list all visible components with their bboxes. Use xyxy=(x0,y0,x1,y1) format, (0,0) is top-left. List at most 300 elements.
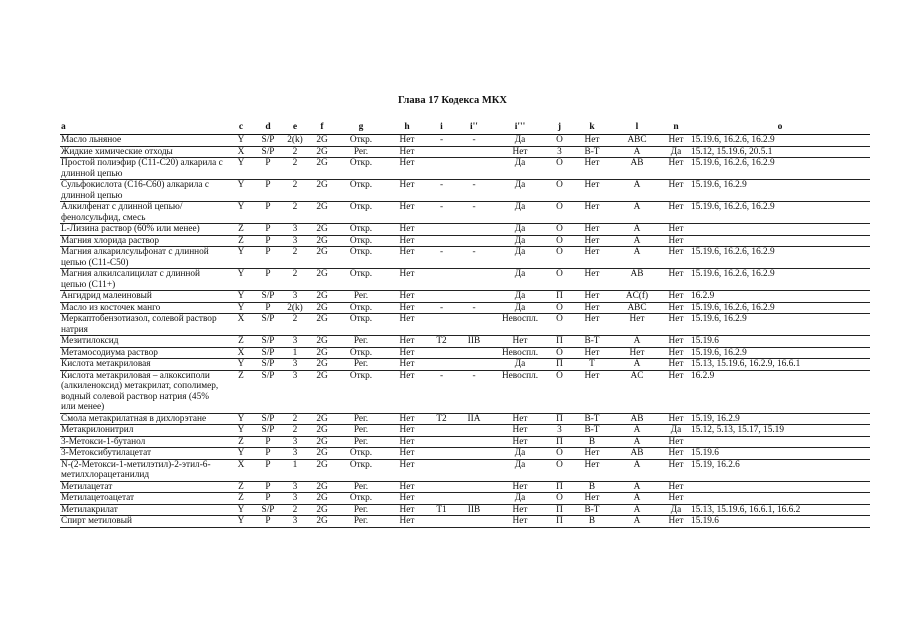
cell-g: Откр. xyxy=(336,370,386,413)
cell-i xyxy=(428,146,455,158)
cell-k: Нет xyxy=(572,459,612,481)
cell-o: 15.19.6, 16.2.6, 16.2.9 xyxy=(690,135,870,147)
cell-c: Y xyxy=(228,158,254,180)
cell-i: - xyxy=(428,247,455,269)
cell-o: 15.19.6, 16.2.9 xyxy=(690,314,870,336)
cell-i3: Нет xyxy=(493,146,547,158)
cell-i3: Невоспл. xyxy=(493,370,547,413)
cell-h: Нет xyxy=(386,459,428,481)
cell-j: П xyxy=(547,336,572,348)
table-row xyxy=(60,425,870,437)
cell-d: P xyxy=(254,459,282,481)
cell-e: 2 xyxy=(282,202,308,224)
cell-c: Z xyxy=(228,224,254,236)
cell-c: Y xyxy=(228,180,254,202)
cell-c: Z xyxy=(228,336,254,348)
cell-f: 2G xyxy=(308,202,336,224)
cell-f: 2G xyxy=(308,336,336,348)
cell-n: Нет xyxy=(662,493,690,505)
cell-e: 2 xyxy=(282,413,308,425)
column-header-f: f xyxy=(308,115,336,135)
column-header-g: g xyxy=(336,115,386,135)
cell-k: Нет xyxy=(572,291,612,303)
cell-k: Нет xyxy=(572,370,612,413)
cell-k: B xyxy=(572,516,612,528)
table-row xyxy=(60,413,870,425)
table-row xyxy=(60,493,870,505)
cell-g: Рег. xyxy=(336,291,386,303)
table-row xyxy=(60,235,870,247)
cell-i3: Да xyxy=(493,135,547,147)
cell-k: Нет xyxy=(572,224,612,236)
cell-k: Нет xyxy=(572,302,612,314)
cell-f: 2G xyxy=(308,481,336,493)
cell-n: Нет xyxy=(662,448,690,460)
cell-c: Y xyxy=(228,269,254,291)
product-name-cell: Масло из косточек манго xyxy=(60,302,228,314)
cell-f: 2G xyxy=(308,448,336,460)
cell-f: 2G xyxy=(308,224,336,236)
cell-n: Нет xyxy=(662,235,690,247)
cell-k: Нет xyxy=(572,448,612,460)
table-row xyxy=(60,158,870,180)
cell-i3: Нет xyxy=(493,413,547,425)
cell-f: 2G xyxy=(308,436,336,448)
cell-d: P xyxy=(254,224,282,236)
cell-i xyxy=(428,291,455,303)
cell-k: В-Т xyxy=(572,336,612,348)
cell-i xyxy=(428,448,455,460)
cell-i xyxy=(428,425,455,437)
cell-n: Да xyxy=(662,425,690,437)
cell-k: Нет xyxy=(572,347,612,359)
cell-h: Нет xyxy=(386,247,428,269)
cell-d: P xyxy=(254,158,282,180)
cell-h: Нет xyxy=(386,235,428,247)
cell-n: Нет xyxy=(662,269,690,291)
cell-e: 2 xyxy=(282,146,308,158)
cell-l: A xyxy=(612,504,662,516)
cell-o xyxy=(690,493,870,505)
cell-i2: - xyxy=(455,370,493,413)
cell-g: Откр. xyxy=(336,302,386,314)
cell-k: Нет xyxy=(572,235,612,247)
cell-l: A xyxy=(612,516,662,528)
cell-i3: Да xyxy=(493,158,547,180)
cell-j: O xyxy=(547,247,572,269)
cell-g: Рег. xyxy=(336,516,386,528)
cell-f: 2G xyxy=(308,459,336,481)
cell-d: S/P xyxy=(254,135,282,147)
cell-d: S/P xyxy=(254,314,282,336)
cell-c: Z xyxy=(228,493,254,505)
cell-i3: Да xyxy=(493,448,547,460)
cell-j: O xyxy=(547,302,572,314)
cell-i2: - xyxy=(455,302,493,314)
column-header-c: c xyxy=(228,115,254,135)
cell-d: P xyxy=(254,448,282,460)
cell-f: 2G xyxy=(308,247,336,269)
cell-d: S/P xyxy=(254,504,282,516)
cell-n: Нет xyxy=(662,158,690,180)
table-row xyxy=(60,247,870,269)
cell-h: Нет xyxy=(386,436,428,448)
product-name-cell: Масло льняное xyxy=(60,135,228,147)
cell-o: 15.19, 16.2.9 xyxy=(690,413,870,425)
product-name-cell: Магния хлорида раствор xyxy=(60,235,228,247)
cell-o: 15.19.6, 16.2.6, 16.2.9 xyxy=(690,202,870,224)
cell-h: Нет xyxy=(386,493,428,505)
cell-i2 xyxy=(455,425,493,437)
cell-e: 2(k) xyxy=(282,135,308,147)
cell-i2: - xyxy=(455,247,493,269)
cell-l: ABC xyxy=(612,135,662,147)
cell-l: AB xyxy=(612,448,662,460)
cell-o xyxy=(690,481,870,493)
table-body xyxy=(60,135,870,528)
cell-i2: IIA xyxy=(455,413,493,425)
cell-h: Нет xyxy=(386,370,428,413)
cell-i xyxy=(428,516,455,528)
cell-o: 15.12, 5.13, 15.17, 15.19 xyxy=(690,425,870,437)
cell-i3: Нет xyxy=(493,425,547,437)
cell-i xyxy=(428,493,455,505)
cell-e: 2 xyxy=(282,269,308,291)
cell-c: Y xyxy=(228,516,254,528)
cell-c: Y xyxy=(228,504,254,516)
cell-j: O xyxy=(547,448,572,460)
cell-h: Нет xyxy=(386,180,428,202)
cell-f: 2G xyxy=(308,302,336,314)
cell-f: 2G xyxy=(308,180,336,202)
cell-o: 15.13, 15.19.6, 16.2.9, 16.6.1 xyxy=(690,359,870,371)
cell-f: 2G xyxy=(308,359,336,371)
cell-i2 xyxy=(455,347,493,359)
cell-j: O xyxy=(547,135,572,147)
cell-h: Нет xyxy=(386,481,428,493)
cell-n: Нет xyxy=(662,359,690,371)
product-name-cell: Простой полиэфир (C11-C20) алкарила с длинной цепью xyxy=(60,158,228,180)
cell-e: 2 xyxy=(282,425,308,437)
cell-d: S/P xyxy=(254,425,282,437)
table-row xyxy=(60,314,870,336)
cell-i3: Нет xyxy=(493,436,547,448)
cell-c: Y xyxy=(228,302,254,314)
cell-o: 15.19.6, 16.2.6, 16.2.9 xyxy=(690,158,870,180)
cell-g: Откр. xyxy=(336,158,386,180)
cell-o: 15.19, 16.2.6 xyxy=(690,459,870,481)
cell-o: 15.19.6 xyxy=(690,448,870,460)
cell-h: Нет xyxy=(386,135,428,147)
cell-f: 2G xyxy=(308,235,336,247)
cell-d: P xyxy=(254,436,282,448)
cell-i xyxy=(428,269,455,291)
cell-f: 2G xyxy=(308,347,336,359)
cell-d: P xyxy=(254,302,282,314)
cell-d: S/P xyxy=(254,146,282,158)
product-name-cell: N-(2-Метокси-1-метилэтил)-2-этил-6-метилхлорацетанилид xyxy=(60,459,228,481)
product-name-cell: Сульфокислота (C16-C60) алкарила с длинной цепью xyxy=(60,180,228,202)
cell-j: П xyxy=(547,359,572,371)
column-header-i2: i'' xyxy=(455,115,493,135)
cell-f: 2G xyxy=(308,504,336,516)
cell-j: П xyxy=(547,481,572,493)
cell-n: Нет xyxy=(662,135,690,147)
cell-n: Да xyxy=(662,504,690,516)
cell-i: - xyxy=(428,302,455,314)
cell-l: A xyxy=(612,481,662,493)
table-row xyxy=(60,269,870,291)
cell-c: X xyxy=(228,146,254,158)
cell-e: 2 xyxy=(282,314,308,336)
cell-h: Нет xyxy=(386,448,428,460)
cell-n: Нет xyxy=(662,413,690,425)
table-header-row xyxy=(60,115,870,135)
cell-i2: IIB xyxy=(455,504,493,516)
cell-k: В-Т xyxy=(572,425,612,437)
cell-g: Откр. xyxy=(336,247,386,269)
cell-o: 15.19.6 xyxy=(690,336,870,348)
table-row xyxy=(60,336,870,348)
cell-n: Нет xyxy=(662,180,690,202)
page-title: Глава 17 Кодекса МКХ xyxy=(398,95,507,106)
table-row xyxy=(60,202,870,224)
cell-j: П xyxy=(547,436,572,448)
cell-h: Нет xyxy=(386,302,428,314)
product-name-cell: L-Лизина раствор (60% или менее) xyxy=(60,224,228,236)
cell-h: Нет xyxy=(386,425,428,437)
cell-h: Нет xyxy=(386,158,428,180)
cell-e: 3 xyxy=(282,448,308,460)
cell-l: AB xyxy=(612,413,662,425)
cell-i3: Нет xyxy=(493,336,547,348)
cell-j: П xyxy=(547,504,572,516)
cell-k: В-Т xyxy=(572,504,612,516)
cell-h: Нет xyxy=(386,347,428,359)
cell-k: Нет xyxy=(572,314,612,336)
cell-c: X xyxy=(228,347,254,359)
cell-i3: Нет xyxy=(493,481,547,493)
cell-j: O xyxy=(547,459,572,481)
cell-i xyxy=(428,314,455,336)
cell-c: Y xyxy=(228,291,254,303)
cell-c: Z xyxy=(228,481,254,493)
cell-f: 2G xyxy=(308,425,336,437)
cell-f: 2G xyxy=(308,269,336,291)
cell-k: B xyxy=(572,436,612,448)
table-row xyxy=(60,436,870,448)
product-name-cell: Метилацетат xyxy=(60,481,228,493)
cell-h: Нет xyxy=(386,413,428,425)
cell-i3: Нет xyxy=(493,516,547,528)
column-header-e: e xyxy=(282,115,308,135)
cell-i3: Нет xyxy=(493,504,547,516)
cell-g: Рег. xyxy=(336,425,386,437)
table-row xyxy=(60,224,870,236)
cell-n: Нет xyxy=(662,436,690,448)
cell-g: Рег. xyxy=(336,504,386,516)
cell-e: 3 xyxy=(282,493,308,505)
cell-n: Нет xyxy=(662,314,690,336)
cell-i2 xyxy=(455,269,493,291)
cell-i xyxy=(428,235,455,247)
cell-g: Откр. xyxy=(336,180,386,202)
cell-f: 2G xyxy=(308,493,336,505)
cell-k: Нет xyxy=(572,202,612,224)
cell-k: Нет xyxy=(572,158,612,180)
cell-o: 15.12, 15.19.6, 20.5.1 xyxy=(690,146,870,158)
column-header-a: a xyxy=(60,115,228,135)
cell-f: 2G xyxy=(308,413,336,425)
cell-o xyxy=(690,224,870,236)
cell-g: Рег. xyxy=(336,359,386,371)
cargo-table xyxy=(60,115,870,528)
cell-i: - xyxy=(428,202,455,224)
cell-l: Нет xyxy=(612,314,662,336)
cell-e: 3 xyxy=(282,481,308,493)
product-name-cell: Меркаптобензотиазол, солевой раствор натрия xyxy=(60,314,228,336)
table-row xyxy=(60,180,870,202)
table-row xyxy=(60,504,870,516)
table-row xyxy=(60,448,870,460)
cell-n: Нет xyxy=(662,459,690,481)
cell-i2 xyxy=(455,493,493,505)
cell-h: Нет xyxy=(386,224,428,236)
cell-c: Y xyxy=(228,359,254,371)
product-name-cell: Алкилфенат с длинной цепью/ фенолсульфид, смесь xyxy=(60,202,228,224)
cell-j: 3 xyxy=(547,146,572,158)
column-header-h: h xyxy=(386,115,428,135)
cell-i: - xyxy=(428,370,455,413)
cell-l: A xyxy=(612,202,662,224)
cell-i xyxy=(428,347,455,359)
cell-l: ABC xyxy=(612,302,662,314)
cell-h: Нет xyxy=(386,359,428,371)
cell-g: Откр. xyxy=(336,448,386,460)
cell-d: P xyxy=(254,481,282,493)
cell-i2: IIB xyxy=(455,336,493,348)
cell-d: P xyxy=(254,516,282,528)
product-name-cell: Метилакрилат xyxy=(60,504,228,516)
cell-l: Нет xyxy=(612,347,662,359)
column-header-n: n xyxy=(662,115,690,135)
cell-n: Нет xyxy=(662,336,690,348)
cell-j: O xyxy=(547,314,572,336)
cell-d: P xyxy=(254,247,282,269)
cell-i3: Невоспл. xyxy=(493,347,547,359)
cell-i xyxy=(428,224,455,236)
cell-e: 3 xyxy=(282,235,308,247)
cell-j: O xyxy=(547,180,572,202)
cell-i2 xyxy=(455,459,493,481)
cell-k: В-Т xyxy=(572,146,612,158)
cell-d: S/P xyxy=(254,291,282,303)
column-header-l: l xyxy=(612,115,662,135)
cell-l: AB xyxy=(612,269,662,291)
cell-i3: Да xyxy=(493,291,547,303)
product-name-cell: Ангидрид малеиновый xyxy=(60,291,228,303)
cell-o: 16.2.9 xyxy=(690,291,870,303)
cell-i: T2 xyxy=(428,413,455,425)
cell-j: O xyxy=(547,235,572,247)
cell-e: 1 xyxy=(282,459,308,481)
cell-g: Откр. xyxy=(336,135,386,147)
cell-j: O xyxy=(547,493,572,505)
cell-k: Нет xyxy=(572,135,612,147)
column-header-o: o xyxy=(690,115,870,135)
cell-l: A xyxy=(612,493,662,505)
cell-g: Откр. xyxy=(336,459,386,481)
cell-j: O xyxy=(547,347,572,359)
product-name-cell: Кислота метакриловая – алкоксиполи (алкиленоксид) метакрилат, сополимер, водный солевой раствор натрия (45% или менее) xyxy=(60,370,228,413)
cell-h: Нет xyxy=(386,291,428,303)
cell-c: Y xyxy=(228,425,254,437)
cell-e: 2(k) xyxy=(282,302,308,314)
product-name-cell: Кислота метакриловая xyxy=(60,359,228,371)
cell-d: P xyxy=(254,493,282,505)
cell-c: Y xyxy=(228,413,254,425)
table-row xyxy=(60,370,870,413)
cell-l: A xyxy=(612,359,662,371)
cell-i2 xyxy=(455,516,493,528)
cell-h: Нет xyxy=(386,269,428,291)
cell-o: 15.13, 15.19.6, 16.6.1, 16.6.2 xyxy=(690,504,870,516)
cell-h: Нет xyxy=(386,336,428,348)
cell-e: 3 xyxy=(282,336,308,348)
cell-k: Нет xyxy=(572,493,612,505)
cell-d: S/P xyxy=(254,347,282,359)
cell-i: - xyxy=(428,135,455,147)
product-name-cell: Смола метакрилатная в дихлорэтане xyxy=(60,413,228,425)
cell-i2 xyxy=(455,481,493,493)
cell-i3: Да xyxy=(493,493,547,505)
cell-g: Откр. xyxy=(336,235,386,247)
table-row xyxy=(60,516,870,528)
table-row xyxy=(60,135,870,147)
cell-c: X xyxy=(228,314,254,336)
cell-n: Нет xyxy=(662,291,690,303)
cell-j: O xyxy=(547,269,572,291)
cell-i2 xyxy=(455,224,493,236)
cell-o: 15.19.6, 16.2.9 xyxy=(690,347,870,359)
cell-c: Y xyxy=(228,135,254,147)
cell-i2: - xyxy=(455,135,493,147)
cell-e: 3 xyxy=(282,359,308,371)
cell-g: Рег. xyxy=(336,336,386,348)
cell-g: Откр. xyxy=(336,493,386,505)
cell-c: Y xyxy=(228,247,254,269)
cell-i xyxy=(428,459,455,481)
product-name-cell: Метамосодиума раствор xyxy=(60,347,228,359)
cell-g: Рег. xyxy=(336,413,386,425)
cell-i3: Да xyxy=(493,359,547,371)
cell-l: A xyxy=(612,436,662,448)
cell-h: Нет xyxy=(386,516,428,528)
cell-f: 2G xyxy=(308,314,336,336)
cell-l: A xyxy=(612,336,662,348)
cell-h: Нет xyxy=(386,202,428,224)
cell-i2 xyxy=(455,448,493,460)
cell-d: P xyxy=(254,202,282,224)
cell-n: Нет xyxy=(662,202,690,224)
cell-k: Нет xyxy=(572,247,612,269)
cell-j: П xyxy=(547,413,572,425)
cell-g: Рег. xyxy=(336,146,386,158)
cell-k: В-Т xyxy=(572,413,612,425)
cell-c: Y xyxy=(228,448,254,460)
table-row xyxy=(60,291,870,303)
cell-c: Z xyxy=(228,370,254,413)
